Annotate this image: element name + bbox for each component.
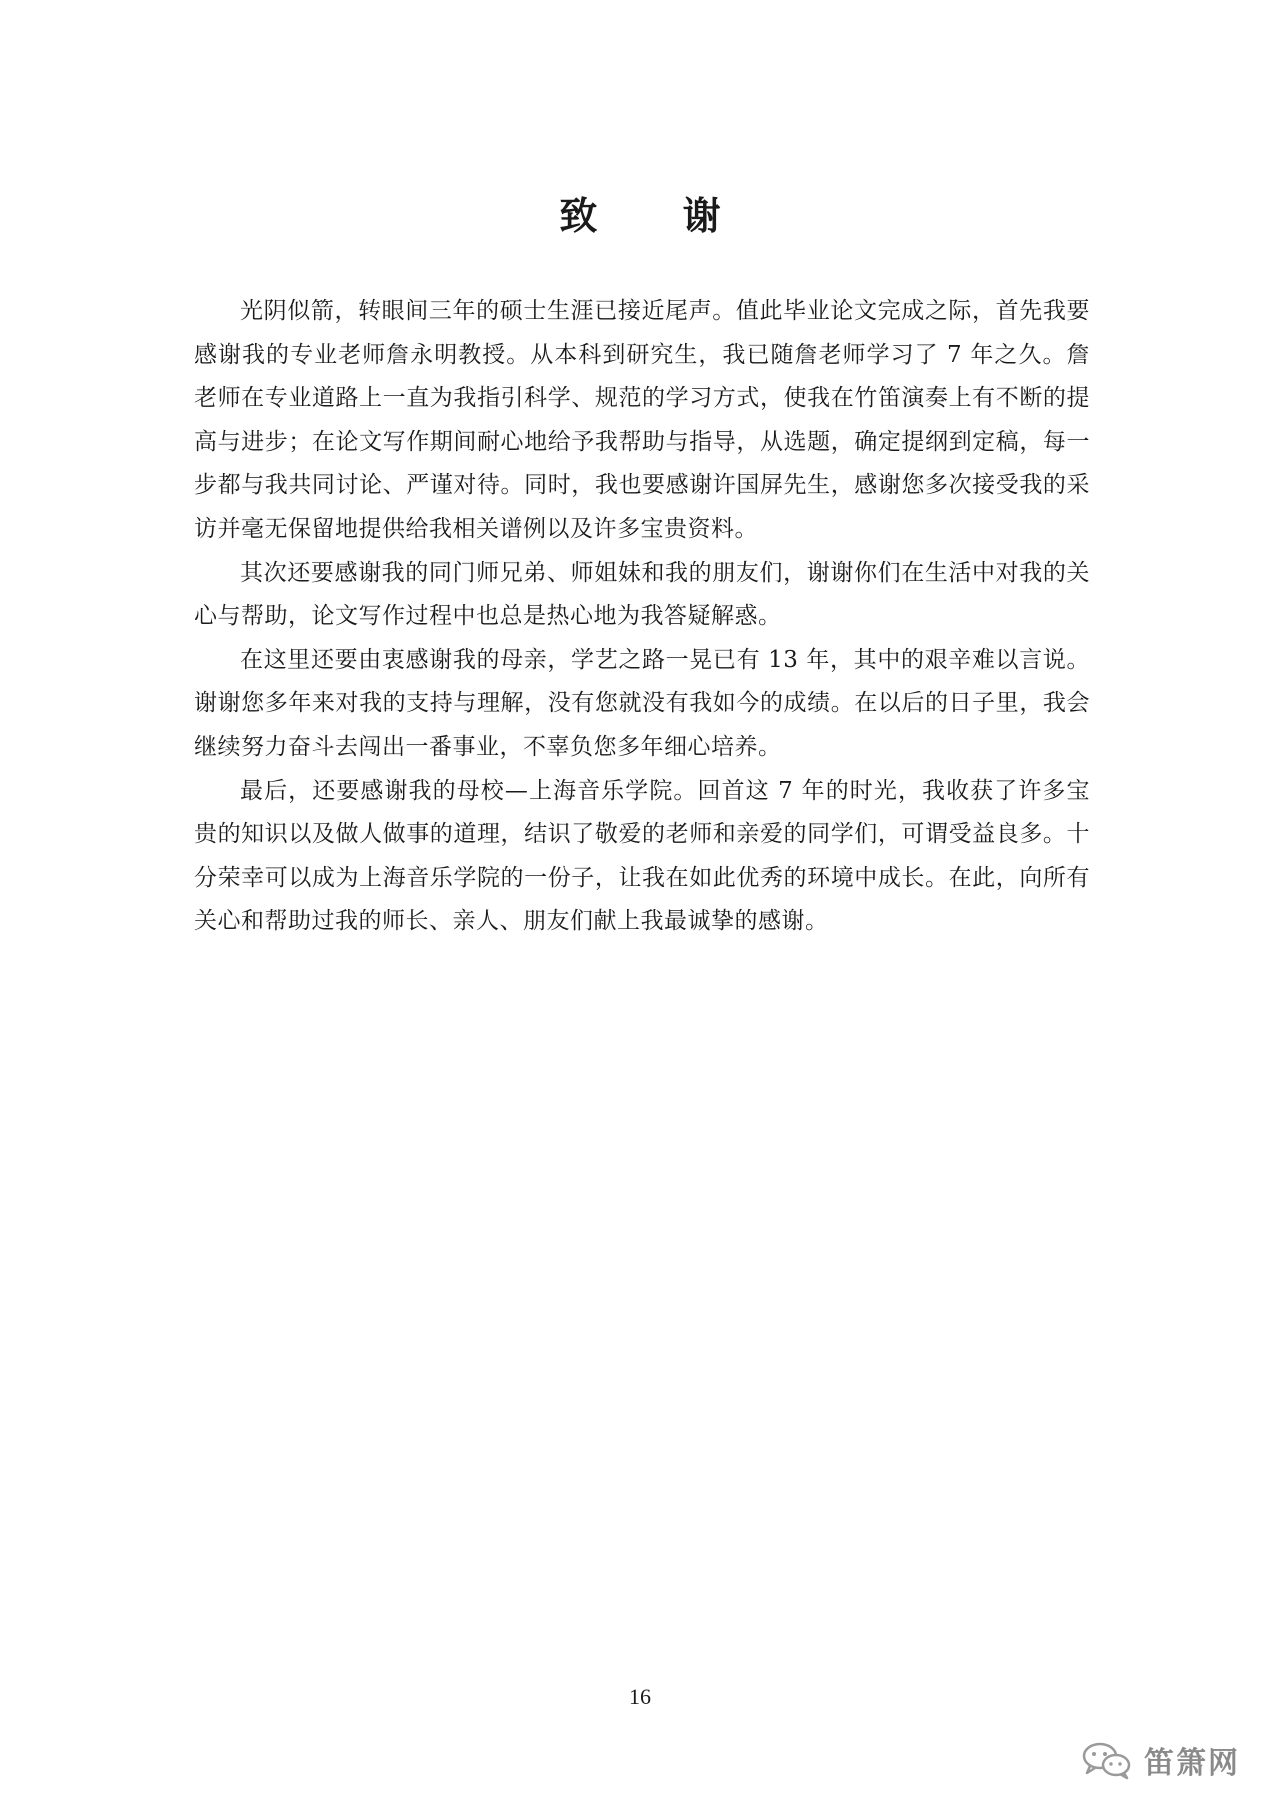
paragraph-4: 最后，还要感谢我的母校—上海音乐学院。回首这 7 年的时光，我收获了许多宝贵的知识以及做人做事的道理，结识了敬爱的老师和亲爱的同学们，可谓受益良多。十分荣幸可以成为上海音乐学院的一份子，让我在如此优秀的环境中成长。在此，向所有关心和帮助过我的师长、亲人、朋友们献上我最诚挚的感谢。 — [194, 777, 1090, 935]
acknowledgement-body — [194, 290, 1090, 944]
page-number: 16 — [629, 1684, 651, 1709]
wechat-icon — [1080, 1740, 1134, 1780]
watermark-label: 笛箫网 — [1144, 1746, 1240, 1781]
watermark — [1080, 1738, 1240, 1782]
paragraph-1: 光阴似箭，转眼间三年的硕士生涯已接近尾声。值此毕业论文完成之际，首先我要感谢我的专业老师詹永明教授。从本科到研究生，我已随詹老师学习了 7 年之久。詹老师在专业道路上一直为我指引科学、规范的学习方式，使我在竹笛演奏上有不断的提高与进步；在论文写作期间耐心地给予我帮助与指导，从选题，确定提纲到定稿，每一步都与我共同讨论、严谨对待。同时，我也要感谢许国屏先生，感谢您多次接受我的采访并毫无保留地提供给我相关谱例以及许多宝贵资料。 — [194, 298, 1090, 542]
paragraph-3: 在这里还要由衷感谢我的母亲，学艺之路一晃已有 13 年，其中的艰辛难以言说。谢谢您多年来对我的支持与理解，没有您就没有我如今的成绩。在以后的日子里，我会继续努力奋斗去闯出一番事业，不辜负您多年细心培养。 — [194, 646, 1090, 760]
paragraph-2: 其次还要感谢我的同门师兄弟、师姐妹和我的朋友们，谢谢你们在生活中对我的关心与帮助，论文写作过程中也总是热心地为我答疑解惑。 — [194, 559, 1090, 630]
page-title: 致 谢 — [559, 194, 757, 239]
